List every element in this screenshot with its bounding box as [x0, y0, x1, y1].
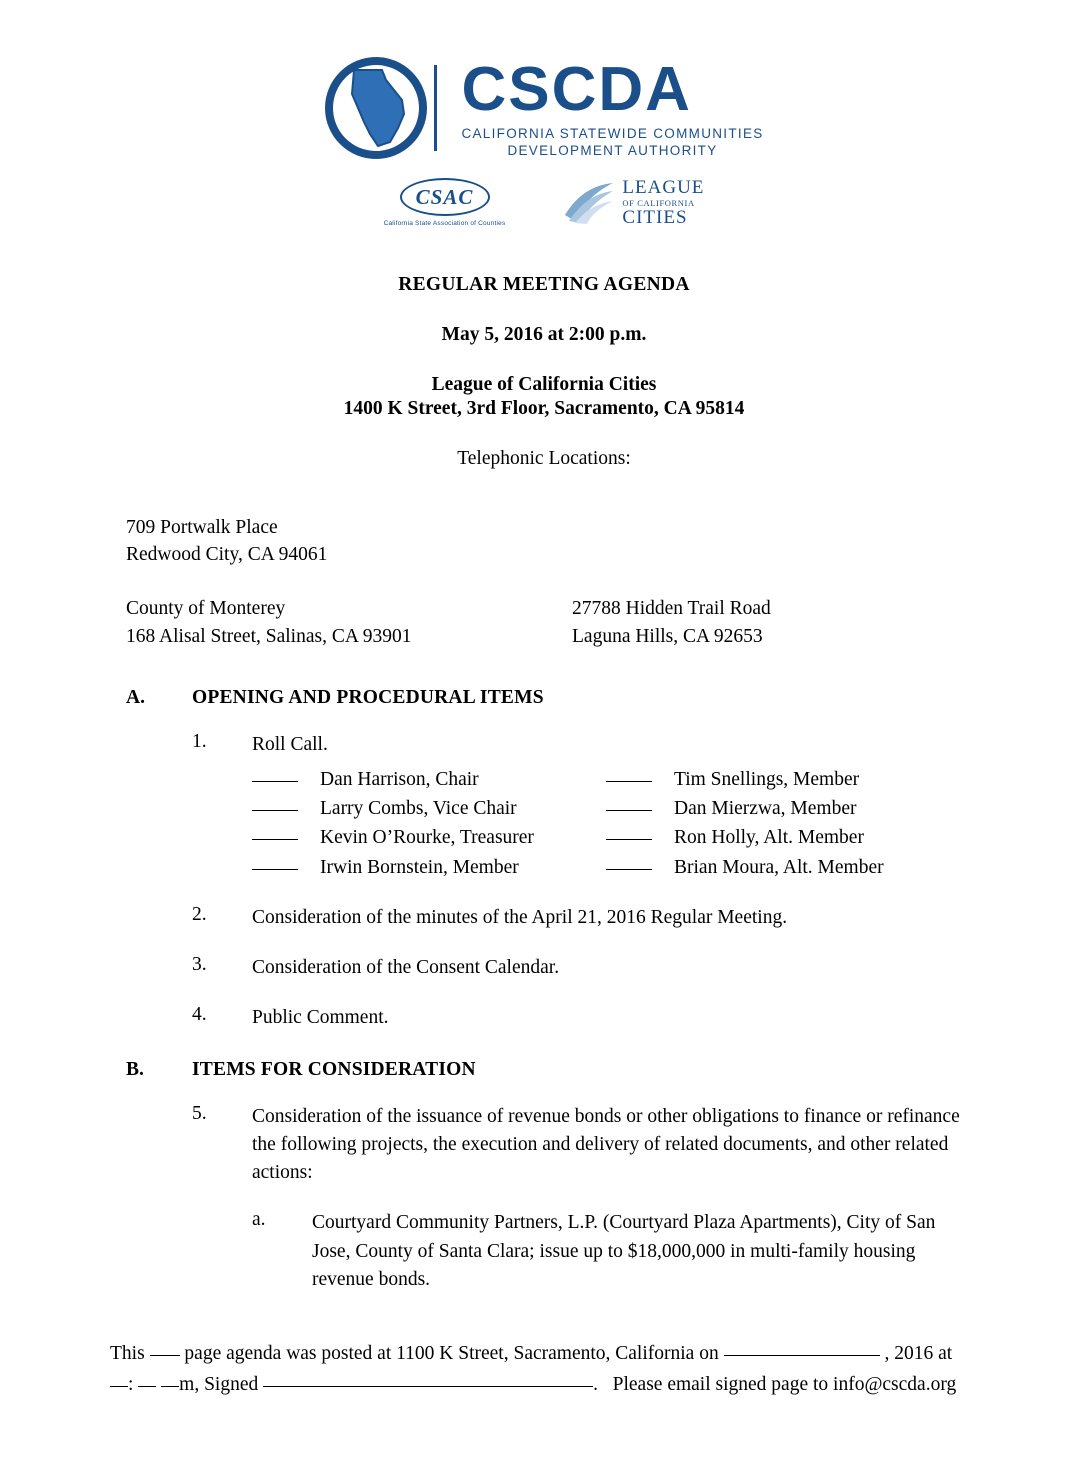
roll-call-checkbox-line[interactable]	[606, 810, 652, 811]
section-a-header	[126, 687, 962, 709]
footer-part1: This	[110, 1342, 145, 1364]
roll-call-name: Kevin O’Rourke, Treasurer	[320, 827, 534, 849]
agenda-item-1-text: Roll Call.	[252, 733, 328, 755]
page-count-blank[interactable]	[150, 1355, 180, 1356]
ampm-blank[interactable]	[161, 1386, 179, 1387]
footer-part4: m, Signed	[179, 1373, 259, 1395]
agenda-item-5	[126, 1103, 962, 1188]
agenda-item-1	[126, 731, 962, 882]
roll-call-row	[252, 853, 606, 882]
roll-call-name: Ron Holly, Alt. Member	[674, 827, 864, 849]
agenda-item-5a	[126, 1209, 962, 1294]
roll-call-checkbox-line[interactable]	[252, 839, 298, 840]
address-left-line2: 168 Alisal Street, Salinas, CA 93901	[126, 625, 412, 647]
roll-call-row	[252, 794, 606, 823]
roll-call-column-right	[606, 765, 960, 882]
agenda-item-4	[126, 1004, 962, 1032]
telephonic-locations-label: Telephonic Locations:	[457, 447, 631, 469]
cscda-logo	[324, 56, 763, 160]
document-heading	[0, 274, 1088, 470]
partner-logos	[384, 178, 705, 228]
address-right-line1: 27788 Hidden Trail Road	[572, 598, 771, 620]
csac-logo	[384, 178, 506, 227]
cscda-wordmark	[461, 54, 764, 158]
league-line2: OF CALIFORNIA	[622, 197, 695, 208]
roll-call-name: Dan Mierzwa, Member	[674, 798, 857, 820]
footer-colon: :	[128, 1373, 134, 1395]
meeting-location-line2: 1400 K Street, 3rd Floor, Sacramento, CA 95814	[343, 397, 745, 419]
roll-call-name: Tim Snellings, Member	[674, 768, 860, 790]
address-right-line2: Laguna Hills, CA 92653	[572, 625, 763, 647]
roll-call-checkbox-line[interactable]	[252, 869, 298, 870]
agenda-item-3	[126, 954, 962, 982]
roll-call-name: Brian Moura, Alt. Member	[674, 856, 884, 878]
league-line3: CITIES	[622, 206, 688, 228]
agenda-item-5a-letter: a.	[252, 1209, 266, 1231]
footer-part5: .	[593, 1373, 599, 1395]
league-line1: LEAGUE	[622, 177, 705, 198]
roll-call-row	[606, 765, 960, 794]
roll-call-checkbox-line[interactable]	[606, 839, 652, 840]
meeting-date: May 5, 2016 at 2:00 p.m.	[441, 323, 647, 345]
footer-part3: , 2016 at	[884, 1342, 953, 1364]
agenda-item-2	[126, 904, 962, 932]
address-primary-line1: 709 Portwalk Place	[126, 516, 278, 538]
posting-certification-footer	[0, 1338, 1088, 1400]
cscda-subtitle-line2: DEVELOPMENT AUTHORITY	[507, 142, 718, 158]
league-of-california-cities-logo	[563, 178, 704, 228]
address-left	[126, 595, 572, 650]
agenda-item-5-number: 5.	[192, 1102, 207, 1124]
roll-call-row	[252, 823, 606, 852]
csac-caption: California State Association of Counties	[383, 220, 506, 228]
section-a-letter: A.	[126, 686, 145, 708]
roll-call-column-left	[252, 765, 606, 882]
league-wordmark	[622, 178, 704, 228]
section-b-letter: B.	[126, 1058, 144, 1080]
cscda-acronym: CSCDA	[461, 54, 692, 124]
league-swoosh-icon	[563, 181, 615, 225]
roll-call-row	[606, 794, 960, 823]
agenda-document-page	[0, 56, 1088, 1464]
roll-call-name: Larry Combs, Vice Chair	[320, 798, 517, 820]
posting-date-blank[interactable]	[724, 1355, 880, 1356]
agenda-item-4-text: Public Comment.	[252, 1007, 389, 1029]
roll-call-row	[606, 853, 960, 882]
address-primary-line2: Redwood City, CA 94061	[126, 544, 328, 566]
logo-block	[0, 56, 1088, 228]
footer-part6: Please email signed page to info@cscda.org	[612, 1373, 957, 1395]
csac-mark: CSAC	[400, 178, 490, 216]
section-b-title: ITEMS FOR CONSIDERATION	[192, 1058, 476, 1080]
agenda-body	[0, 687, 1088, 1295]
address-right	[572, 595, 966, 650]
roll-call-checkbox-line[interactable]	[606, 781, 652, 782]
agenda-item-2-number: 2.	[192, 903, 207, 925]
logo-divider	[434, 65, 437, 151]
footer-part2: page agenda was posted at 1100 K Street, Sacramento, California on	[184, 1342, 719, 1364]
section-a-title: OPENING AND PROCEDURAL ITEMS	[192, 686, 544, 708]
telephonic-addresses	[0, 514, 1088, 651]
section-b-header	[126, 1059, 962, 1081]
hour-blank[interactable]	[110, 1386, 128, 1387]
cscda-subtitle-line1: CALIFORNIA STATEWIDE COMMUNITIES	[461, 125, 764, 141]
roll-call-row	[252, 765, 606, 794]
agenda-item-3-number: 3.	[192, 954, 207, 976]
roll-call-checkbox-line[interactable]	[252, 781, 298, 782]
agenda-item-3-text: Consideration of the Consent Calendar.	[252, 957, 560, 979]
minute-blank[interactable]	[138, 1386, 156, 1387]
address-primary	[126, 514, 966, 569]
agenda-item-4-number: 4.	[192, 1004, 207, 1026]
agenda-item-1-number: 1.	[192, 730, 207, 752]
agenda-item-5-text: Consideration of the issuance of revenue bonds or other obligations to finance or refinance the following projects, the execution and delivery of related documents, and other related actions:	[252, 1105, 960, 1184]
roll-call-name: Irwin Bornstein, Member	[320, 856, 519, 878]
roll-call-name: Dan Harrison, Chair	[320, 768, 479, 790]
california-state-outline-icon	[324, 56, 428, 160]
roll-call-grid	[252, 765, 962, 882]
meeting-location-line1: League of California Cities	[431, 373, 657, 395]
address-columns	[126, 595, 966, 650]
roll-call-checkbox-line[interactable]	[606, 869, 652, 870]
signature-blank[interactable]	[263, 1386, 593, 1387]
roll-call-checkbox-line[interactable]	[252, 810, 298, 811]
roll-call-row	[606, 823, 960, 852]
address-left-line1: County of Monterey	[126, 598, 286, 620]
agenda-item-5a-text: Courtyard Community Partners, L.P. (Courtyard Plaza Apartments), City of San Jose, County of Santa Clara; issue up to $18,000,000 in multi-family housing revenue bonds.	[312, 1212, 936, 1290]
page-title: REGULAR MEETING AGENDA	[398, 273, 690, 295]
agenda-item-2-text: Consideration of the minutes of the April 21, 2016 Regular Meeting.	[252, 906, 788, 928]
